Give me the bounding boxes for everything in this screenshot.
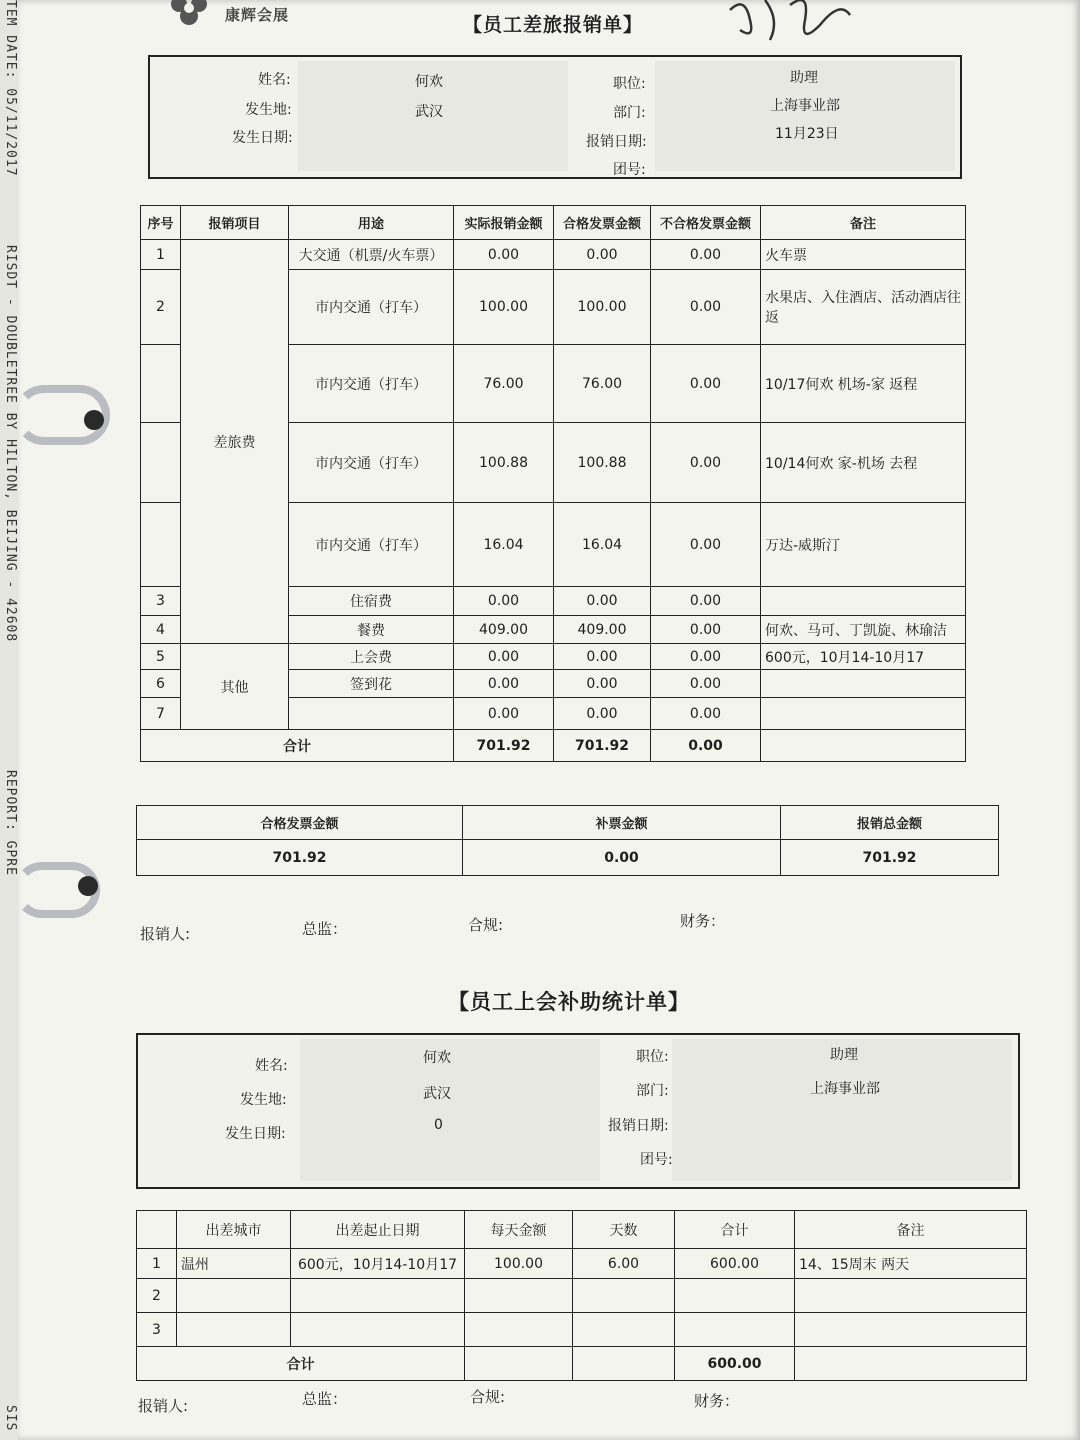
row-note bbox=[795, 1279, 1027, 1313]
row-note: 何欢、马可、丁凯旋、林瑜洁 bbox=[761, 616, 966, 644]
logo-text: 康辉会展 bbox=[225, 6, 290, 24]
total-label: 合计 bbox=[141, 730, 454, 762]
table-total-row bbox=[137, 1347, 1027, 1381]
header-note: 备注 bbox=[761, 206, 966, 240]
header-actual: 实际报销金额 bbox=[454, 206, 554, 240]
row-valid: 0.00 bbox=[554, 670, 651, 698]
edge-printed-text bbox=[0, 0, 18, 1440]
row-no: 1 bbox=[141, 240, 181, 270]
row-actual: 0.00 bbox=[454, 240, 554, 270]
row-no bbox=[141, 345, 181, 423]
claim-date-label: 报销日期: bbox=[608, 1118, 669, 1134]
row-no: 5 bbox=[141, 644, 181, 670]
header-item: 报销项目 bbox=[181, 206, 289, 240]
row-valid: 76.00 bbox=[554, 345, 651, 423]
row-invalid: 0.00 bbox=[651, 698, 761, 730]
row-actual: 16.04 bbox=[454, 503, 554, 587]
total-valid: 701.92 bbox=[554, 730, 651, 762]
row-valid: 100.88 bbox=[554, 423, 651, 503]
claim-date-value: 11月23日 bbox=[775, 126, 839, 142]
form1-claimant-label: 报销人: bbox=[140, 925, 191, 943]
row-sum bbox=[675, 1279, 795, 1313]
table-row bbox=[137, 1313, 1027, 1347]
name-label: 姓名: bbox=[255, 1058, 288, 1074]
row-use: 大交通（机票/火车票） bbox=[289, 240, 454, 270]
row-note: 600元，10月14-10月17 bbox=[761, 644, 966, 670]
form1-compliance-label: 合规: bbox=[468, 916, 504, 934]
place-value: 武汉 bbox=[423, 1086, 451, 1102]
table-row bbox=[141, 644, 966, 670]
edge-text-3: REPORT: GPRE bbox=[3, 770, 18, 876]
header-no: 序号 bbox=[141, 206, 181, 240]
summary-value-row bbox=[137, 840, 999, 876]
row-no bbox=[141, 503, 181, 587]
header-days: 天数 bbox=[573, 1211, 675, 1249]
edge-text-4: SIS bbox=[3, 1405, 18, 1432]
form2-subsidy-table bbox=[136, 1210, 1027, 1381]
row-actual: 0.00 bbox=[454, 587, 554, 616]
form2-director-label: 总监： bbox=[302, 1390, 348, 1408]
row-use: 住宿费 bbox=[289, 587, 454, 616]
row-valid: 0.00 bbox=[554, 644, 651, 670]
total-invalid: 0.00 bbox=[651, 730, 761, 762]
table-row bbox=[137, 1279, 1027, 1313]
summary-valid-value: 701.92 bbox=[137, 840, 463, 876]
row-invalid: 0.00 bbox=[651, 616, 761, 644]
row-note: 14、15周末 两天 bbox=[795, 1249, 1027, 1279]
row-actual: 0.00 bbox=[454, 698, 554, 730]
row-dates bbox=[291, 1279, 465, 1313]
row-valid: 0.00 bbox=[554, 587, 651, 616]
form1-title: 【员工差旅报销单】 bbox=[463, 14, 644, 36]
table-header-row bbox=[141, 206, 966, 240]
claim-date-label: 报销日期: bbox=[586, 134, 647, 150]
form1-finance-label: 财务： bbox=[680, 912, 726, 930]
row-use bbox=[289, 698, 454, 730]
row-invalid: 0.00 bbox=[651, 240, 761, 270]
row-valid: 16.04 bbox=[554, 503, 651, 587]
row-days: 6.00 bbox=[573, 1249, 675, 1279]
position-label: 职位: bbox=[636, 1049, 669, 1065]
table-total-row bbox=[141, 730, 966, 762]
total-empty bbox=[573, 1347, 675, 1381]
form2-title: 【员工上会补助统计单】 bbox=[448, 990, 690, 1014]
row-no: 2 bbox=[137, 1279, 177, 1313]
name-value: 何欢 bbox=[415, 74, 443, 90]
row-actual: 100.00 bbox=[454, 270, 554, 345]
row-invalid: 0.00 bbox=[651, 270, 761, 345]
dept-label: 部门: bbox=[636, 1083, 669, 1099]
name-value: 何欢 bbox=[423, 1050, 451, 1066]
row-invalid: 0.00 bbox=[651, 503, 761, 587]
header-dates: 出差起止日期 bbox=[291, 1211, 465, 1249]
row-dates bbox=[291, 1313, 465, 1347]
row-dates: 600元，10月14-10月17 bbox=[291, 1249, 465, 1279]
form1-info-box bbox=[148, 55, 962, 179]
edge-text-2: RISDT - DOUBLETREE BY HILTON, BEIJING - 42608 bbox=[3, 245, 18, 643]
row-note: 10/14何欢 家-机场 去程 bbox=[761, 423, 966, 503]
row-note bbox=[761, 587, 966, 616]
row-use: 市内交通（打车） bbox=[289, 503, 454, 587]
row-invalid: 0.00 bbox=[651, 670, 761, 698]
row-invalid: 0.00 bbox=[651, 423, 761, 503]
summary-supplement-label: 补票金额 bbox=[463, 806, 781, 840]
dept-value: 上海事业部 bbox=[770, 98, 840, 114]
position-value: 助理 bbox=[830, 1047, 858, 1063]
header-city: 出差城市 bbox=[177, 1211, 291, 1249]
table-row bbox=[141, 240, 966, 270]
group-label: 团号: bbox=[613, 162, 646, 178]
place-label: 发生地: bbox=[240, 1092, 287, 1108]
row-no: 3 bbox=[141, 587, 181, 616]
form1-summary-table bbox=[136, 805, 999, 876]
dept-value: 上海事业部 bbox=[810, 1081, 880, 1097]
row-note bbox=[795, 1313, 1027, 1347]
row-use: 上会费 bbox=[289, 644, 454, 670]
paper-edge bbox=[0, 0, 18, 1440]
company-logo bbox=[165, 0, 305, 30]
row-daily bbox=[465, 1279, 573, 1313]
row-city: 温州 bbox=[177, 1249, 291, 1279]
row-actual: 0.00 bbox=[454, 670, 554, 698]
form1-director-label: 总监： bbox=[302, 920, 348, 938]
date-label: 发生日期: bbox=[232, 130, 293, 146]
form2-claimant-label: 报销人: bbox=[138, 1397, 189, 1415]
header-daily: 每天金额 bbox=[465, 1211, 573, 1249]
header-note: 备注 bbox=[795, 1211, 1027, 1249]
row-invalid: 0.00 bbox=[651, 345, 761, 423]
header-valid: 合格发票金额 bbox=[554, 206, 651, 240]
summary-valid-label: 合格发票金额 bbox=[137, 806, 463, 840]
ring-hole-top bbox=[84, 410, 104, 430]
total-empty bbox=[795, 1347, 1027, 1381]
form2-compliance-label: 合规: bbox=[470, 1388, 506, 1406]
form2-info-box bbox=[136, 1033, 1020, 1189]
row-valid: 0.00 bbox=[554, 240, 651, 270]
row-sum: 600.00 bbox=[675, 1249, 795, 1279]
total-label: 合计 bbox=[137, 1347, 465, 1381]
name-label: 姓名: bbox=[258, 72, 291, 88]
row-no: 2 bbox=[141, 270, 181, 345]
row-note: 火车票 bbox=[761, 240, 966, 270]
edge-text-1: TEM DATE: 05/11/2017 bbox=[3, 0, 18, 177]
group-label: 团号: bbox=[640, 1152, 673, 1168]
total-empty bbox=[465, 1347, 573, 1381]
form1-expense-table bbox=[140, 205, 966, 762]
row-use: 市内交通（打车） bbox=[289, 345, 454, 423]
row-actual: 409.00 bbox=[454, 616, 554, 644]
row-sum bbox=[675, 1313, 795, 1347]
row-days bbox=[573, 1279, 675, 1313]
summary-total-value: 701.92 bbox=[781, 840, 999, 876]
dept-label: 部门: bbox=[613, 105, 646, 121]
ring-hole-bottom bbox=[78, 876, 98, 896]
row-no: 7 bbox=[141, 698, 181, 730]
row-daily: 100.00 bbox=[465, 1249, 573, 1279]
summary-total-label: 报销总金额 bbox=[781, 806, 999, 840]
row-valid: 409.00 bbox=[554, 616, 651, 644]
row-use: 市内交通（打车） bbox=[289, 423, 454, 503]
row-city bbox=[177, 1313, 291, 1347]
category-travel: 差旅费 bbox=[181, 240, 289, 644]
position-value: 助理 bbox=[790, 70, 818, 86]
row-note bbox=[761, 698, 966, 730]
row-no: 1 bbox=[137, 1249, 177, 1279]
place-label: 发生地: bbox=[245, 102, 292, 118]
row-use: 餐费 bbox=[289, 616, 454, 644]
position-label: 职位: bbox=[613, 76, 646, 92]
form2-finance-label: 财务： bbox=[694, 1392, 740, 1410]
row-no: 3 bbox=[137, 1313, 177, 1347]
row-valid: 100.00 bbox=[554, 270, 651, 345]
row-note: 10/17何欢 机场-家 返程 bbox=[761, 345, 966, 423]
total-sum: 600.00 bbox=[675, 1347, 795, 1381]
row-days bbox=[573, 1313, 675, 1347]
row-city bbox=[177, 1279, 291, 1313]
date-label: 发生日期: bbox=[225, 1126, 286, 1142]
row-actual: 76.00 bbox=[454, 345, 554, 423]
row-actual: 100.88 bbox=[454, 423, 554, 503]
handwritten-signature bbox=[720, 0, 860, 50]
row-no: 6 bbox=[141, 670, 181, 698]
flower-logo-icon bbox=[165, 0, 219, 28]
category-other: 其他 bbox=[181, 644, 289, 730]
row-daily bbox=[465, 1313, 573, 1347]
place-value: 武汉 bbox=[415, 104, 443, 120]
row-note: 水果店、入住酒店、活动酒店往返 bbox=[761, 270, 966, 345]
header-use: 用途 bbox=[289, 206, 454, 240]
date-value: 0 bbox=[434, 1117, 443, 1133]
row-use: 签到花 bbox=[289, 670, 454, 698]
total-actual: 701.92 bbox=[454, 730, 554, 762]
summary-supplement-value: 0.00 bbox=[463, 840, 781, 876]
row-no: 4 bbox=[141, 616, 181, 644]
row-note: 万达-威斯汀 bbox=[761, 503, 966, 587]
header-invalid: 不合格发票金额 bbox=[651, 206, 761, 240]
row-invalid: 0.00 bbox=[651, 587, 761, 616]
header-no bbox=[137, 1211, 177, 1249]
table-header-row bbox=[137, 1211, 1027, 1249]
total-note bbox=[761, 730, 966, 762]
summary-header-row bbox=[137, 806, 999, 840]
row-use: 市内交通（打车） bbox=[289, 270, 454, 345]
row-no bbox=[141, 423, 181, 503]
row-actual: 0.00 bbox=[454, 644, 554, 670]
table-row bbox=[137, 1249, 1027, 1279]
header-sum: 合计 bbox=[675, 1211, 795, 1249]
row-invalid: 0.00 bbox=[651, 644, 761, 670]
row-note bbox=[761, 670, 966, 698]
row-valid: 0.00 bbox=[554, 698, 651, 730]
